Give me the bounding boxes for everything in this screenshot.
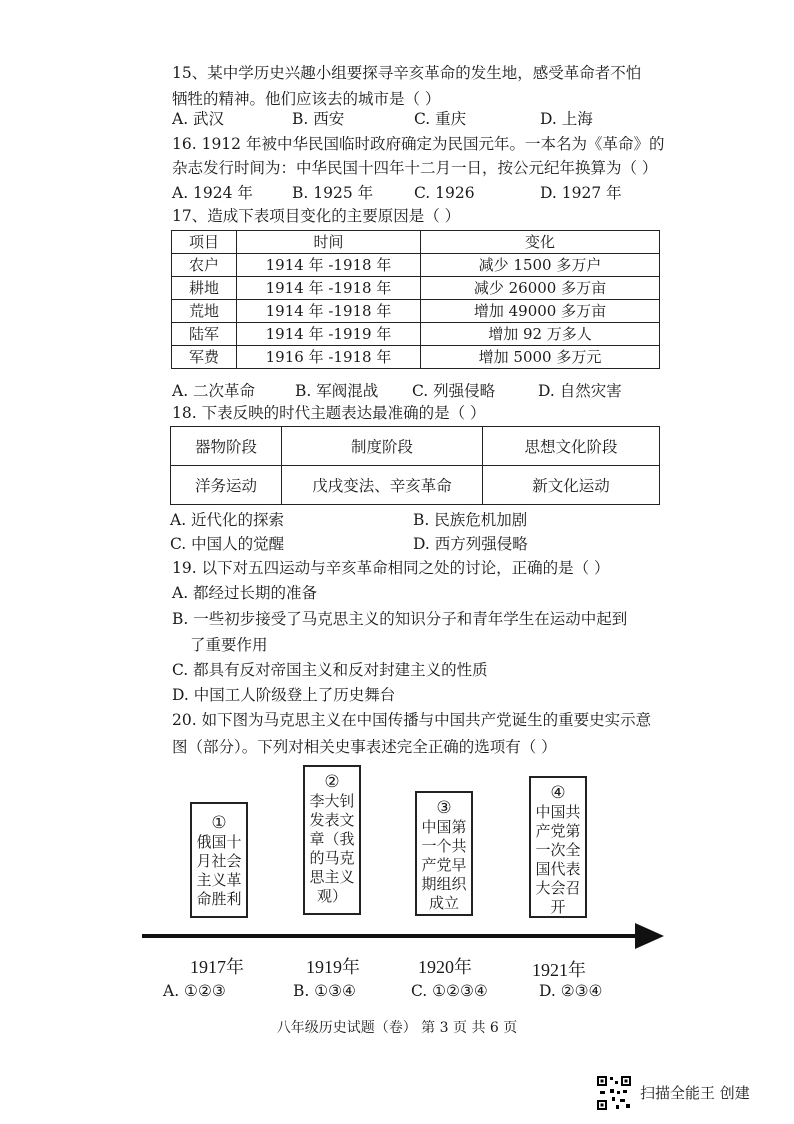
q15-stem-line1: 15、某中学历史兴趣小组要探寻辛亥革命的发生地，感受革命者不怕 [172, 64, 642, 82]
q15-stem-line2: 牺牲的精神。他们应该去的城市是（ ） [172, 90, 441, 108]
q20-stem-line2: 图（部分）。下列对相关史事表述完全正确的选项有（ ） [172, 738, 557, 756]
timeline-event-box [529, 776, 587, 918]
q18-options-row1 [170, 509, 670, 531]
q20-option-c: C. ①②③④ [411, 982, 488, 1000]
table-header-row [172, 231, 660, 254]
table-row [171, 466, 660, 505]
table-row [172, 323, 660, 346]
q20-option-d: D. ②③④ [539, 982, 603, 1000]
timeline-year: 1920年 [418, 957, 472, 977]
page-footer: 八年级历史试题（卷） 第 3 页 共 6 页 [276, 1020, 518, 1036]
event-text: 中国共产党第一次全国代表大会召开 [535, 803, 581, 916]
table-cell: 1914 年 -1918 年 [237, 300, 421, 323]
event-number: ① [211, 813, 227, 833]
timeline-event-box [190, 802, 248, 918]
qr-code-icon [596, 1075, 632, 1111]
q20-option-b: B. ①③④ [293, 982, 356, 1000]
q17-option-b: B. 军阀混战 [295, 382, 379, 400]
table-row [172, 277, 660, 300]
q18-table [170, 426, 660, 505]
q19-option-c: C. 都具有反对帝国主义和反对封建主义的性质 [172, 661, 488, 679]
table-cell: 洋务运动 [171, 466, 282, 505]
event-text: 李大钊发表文章（我的马克思主义观） [309, 792, 355, 905]
q18-option-c: C. 中国人的觉醒 [170, 535, 285, 553]
q16-option-d: D. 1927 年 [540, 184, 622, 202]
table-cell: 1914 年 -1918 年 [237, 254, 421, 277]
table-cell: 思想文化阶段 [483, 427, 660, 466]
timeline-event-box [303, 765, 361, 915]
q20-stem-line1: 20. 如下图为马克思主义在中国传播与中国共产党诞生的重要史实示意 [172, 711, 652, 729]
table-cell: 增加 5000 多万元 [421, 346, 660, 369]
timeline-year: 1917年 [190, 957, 244, 977]
q16-options [172, 182, 672, 204]
table-cell: 1916 年 -1918 年 [237, 346, 421, 369]
table-header: 时间 [237, 231, 421, 254]
table-cell: 增加 49000 多万亩 [421, 300, 660, 323]
table-cell: 耕地 [172, 277, 237, 300]
table-cell: 新文化运动 [483, 466, 660, 505]
table-cell: 减少 26000 多万亩 [421, 277, 660, 300]
q17-option-c: C. 列强侵略 [412, 382, 496, 400]
table-header: 项目 [172, 231, 237, 254]
q15-option-c: C. 重庆 [414, 110, 467, 128]
q17-option-d: D. 自然灾害 [538, 382, 622, 400]
q16-option-c: C. 1926 [414, 184, 475, 202]
q17-option-a: A. 二次革命 [172, 382, 256, 400]
event-text: 中国第一个共产党早期组织成立 [421, 818, 467, 912]
table-cell: 1914 年 -1918 年 [237, 277, 421, 300]
table-cell: 1914 年 -1919 年 [237, 323, 421, 346]
scanner-watermark: 扫描全能王 创建 [640, 1084, 750, 1102]
q18-option-b: B. 民族危机加剧 [413, 511, 528, 529]
table-cell: 制度阶段 [282, 427, 483, 466]
q16-option-b: B. 1925 年 [292, 184, 374, 202]
q18-option-a: A. 近代化的探索 [170, 511, 285, 529]
table-cell: 器物阶段 [171, 427, 282, 466]
table-row [171, 427, 660, 466]
q16-option-a: A. 1924 年 [172, 184, 253, 202]
q15-options [172, 108, 672, 130]
table-cell: 军费 [172, 346, 237, 369]
q18-option-d: D. 西方列强侵略 [413, 535, 528, 553]
table-cell: 戊戌变法、辛亥革命 [282, 466, 483, 505]
table-row [172, 346, 660, 369]
q17-stem: 17、造成下表项目变化的主要原因是（ ） [172, 207, 461, 225]
table-header: 变化 [421, 231, 660, 254]
q20-option-a: A. ①②③ [163, 982, 226, 1000]
q18-stem: 18. 下表反映的时代主题表达最准确的是（ ） [172, 404, 486, 422]
table-cell: 增加 92 万多人 [421, 323, 660, 346]
q20-options [163, 980, 663, 1002]
q15-option-b: B. 西安 [292, 110, 345, 128]
timeline-year: 1921年 [532, 960, 586, 980]
event-number: ③ [436, 798, 452, 818]
table-row [172, 300, 660, 323]
event-number: ④ [550, 783, 566, 803]
q19-option-b-line1: B. 一些初步接受了马克思主义的知识分子和青年学生在运动中起到 [172, 610, 628, 628]
event-number: ② [324, 772, 340, 792]
table-row [172, 254, 660, 277]
timeline-year: 1919年 [306, 957, 360, 977]
q15-option-a: A. 武汉 [172, 110, 225, 128]
q19-option-d: D. 中国工人阶级登上了历史舞台 [172, 686, 396, 704]
q16-stem-line1: 16. 1912 年被中华民国临时政府确定为民国元年。一本名为《革命》的 [172, 135, 665, 153]
table-cell: 减少 1500 多万户 [421, 254, 660, 277]
q15-option-d: D. 上海 [540, 110, 593, 128]
event-text: 俄国十月社会主义革命胜利 [196, 833, 242, 908]
q17-options [172, 380, 672, 402]
q18-options-row2 [170, 533, 670, 555]
table-cell: 农户 [172, 254, 237, 277]
timeline-arrow [140, 920, 670, 954]
table-cell: 荒地 [172, 300, 237, 323]
q17-table [171, 230, 660, 369]
timeline-event-box [415, 791, 473, 916]
table-cell: 陆军 [172, 323, 237, 346]
q19-stem: 19. 以下对五四运动与辛亥革命相同之处的讨论，正确的是（ ） [172, 559, 610, 577]
q19-option-a: A. 都经过长期的准备 [172, 584, 318, 602]
q16-stem-line2: 杂志发行时间为：中华民国十四年十二月一日，按公元纪年换算为（ ） [172, 159, 658, 177]
q19-option-b-line2: 了重要作用 [190, 636, 268, 654]
